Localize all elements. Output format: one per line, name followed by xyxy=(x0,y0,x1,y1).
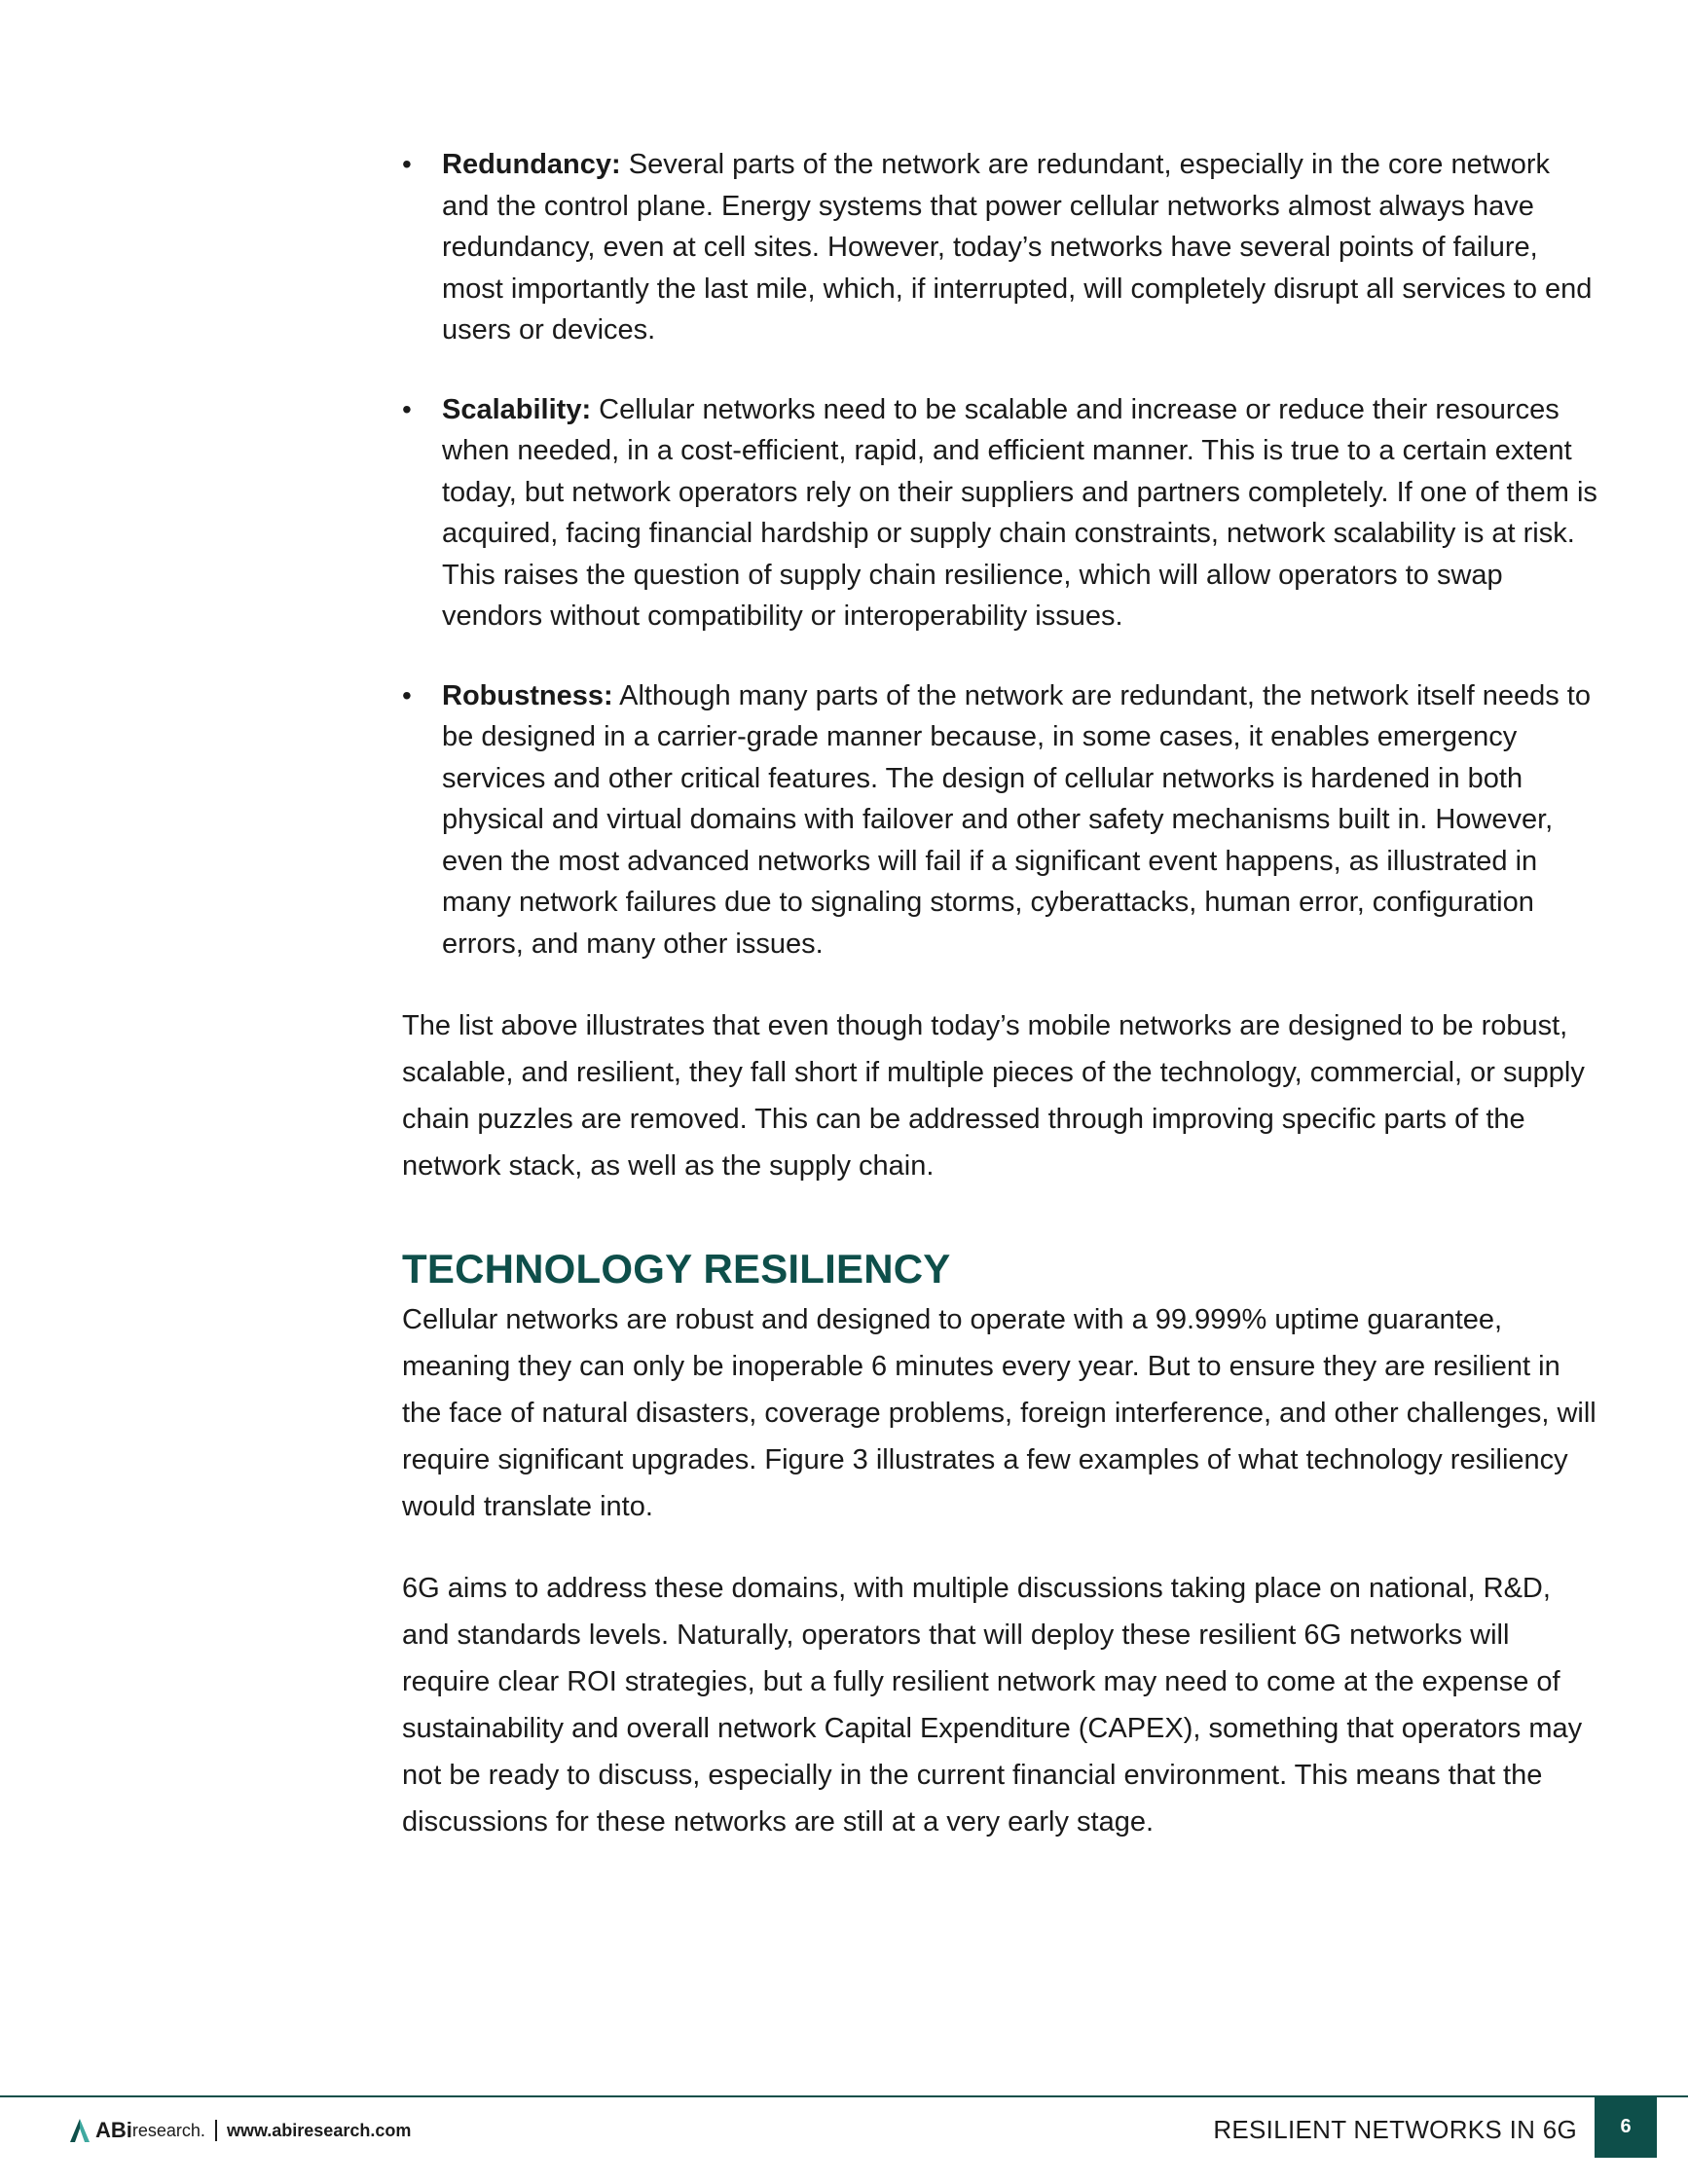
bullet-robustness xyxy=(402,675,1599,965)
bullet-dot-icon: • xyxy=(402,393,412,424)
bullet-dot-icon: • xyxy=(402,149,412,179)
logo-abi-text: ABi xyxy=(95,2118,132,2142)
bullet-scalability xyxy=(402,389,1599,637)
bullet-text: Cellular networks need to be scalable and increase or reduce their resources when needed, in a cost-efficient, rapid, and efficient manner. This is true to a certain extent today, but network operators rely on their suppliers and partners completely. If one of them is acquired, facing financial hardship or supply chain constraints, network scalability is at risk. This raises the question of supply chain resilience, which will allow operators to swap vendors without compatibility or interoperability issues. xyxy=(442,393,1597,632)
logo-separator xyxy=(215,2120,217,2141)
abi-logo-icon xyxy=(70,2119,90,2142)
bullet-redundancy xyxy=(402,144,1599,351)
bullet-dot-icon: • xyxy=(402,679,412,710)
footer-url-link[interactable]: www.abiresearch.com xyxy=(226,2120,412,2140)
bullet-term: Scalability: xyxy=(442,393,592,425)
main-content xyxy=(402,144,1599,1880)
bullet-text: Several parts of the network are redundant, especially in the core network and the control plane. Energy systems that power cellular networks almost always have redundancy, even at cell sites. However, today’s networks have several points of failure, most importantly the last mile, which, if interrupted, will completely disrupt all services to end users or devices. xyxy=(442,149,1593,346)
bullet-term: Redundancy: xyxy=(442,149,621,180)
section-paragraph: Cellular networks are robust and designed to operate with a 99.999% uptime guarantee, meaning they can only be inoperable 6 minutes every year. But to ensure they are resilient in the face of natural disasters, coverage problems, foreign interference, and other challenges, will require significant upgrades. Figure 3 illustrates a few examples of what technology resiliency would translate into. xyxy=(402,1304,1596,1522)
page-number-badge: 6 xyxy=(1595,2095,1657,2158)
footer-logo[interactable] xyxy=(70,2118,411,2143)
section-heading: TECHNOLOGY RESILIENCY xyxy=(402,1246,951,1292)
footer-doc-title: RESILIENT NETWORKS IN 6G xyxy=(1213,2115,1577,2144)
logo-research-text: research. xyxy=(131,2120,205,2140)
summary-paragraph: The list above illustrates that even though today’s mobile networks are designed to be robust, scalable, and resilient, they fall short if multiple pieces of the technology, commercial, or supply chain puzzles are removed. This can be addressed through improving specific parts of the network stack, as well as the supply chain. xyxy=(402,1010,1585,1182)
bullet-list xyxy=(402,144,1599,965)
bullet-term: Robustness: xyxy=(442,679,613,711)
footer-divider xyxy=(0,2095,1688,2097)
bullet-text: Although many parts of the network are redundant, the network itself needs to be designed in a carrier-grade manner because, in some cases, it enables emergency services and other critical features. The design of cellular networks is hardened in both physical and virtual domains with failover and other safety mechanisms built in. However, even the most advanced networks will fail if a significant event happens, as illustrated in many network failures due to signaling storms, cyberattacks, human error, configuration errors, and many other issues. xyxy=(442,679,1591,960)
section-paragraph: 6G aims to address these domains, with multiple discussions taking place on national, R&D, and standards levels. Naturally, operators that will deploy these resilient 6G networks will require clear ROI strategies, but a fully resilient network may need to come at the expense of sustainability and overall network Capital Expenditure (CAPEX), something that operators may not be ready to discuss, especially in the current financial environment. This means that the discussions for these networks are still at a very early stage. xyxy=(402,1573,1583,1838)
